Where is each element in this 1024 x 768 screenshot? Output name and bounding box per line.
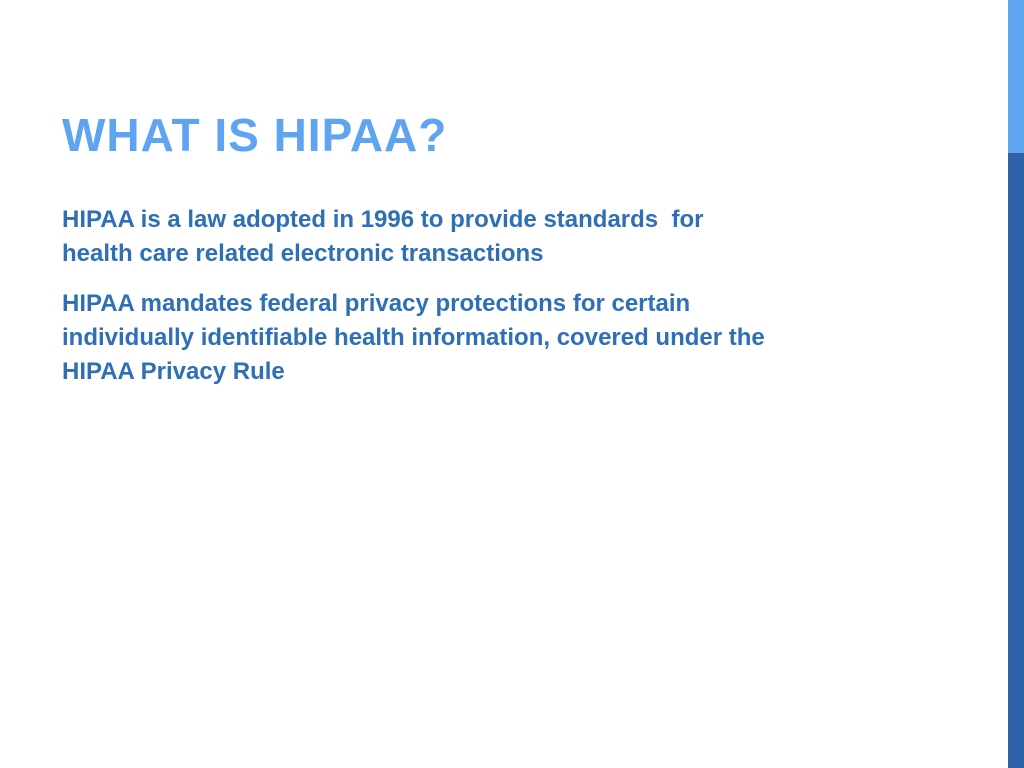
accent-bar-top: [1008, 0, 1024, 153]
paragraph-hipaa-definition: HIPAA is a law adopted in 1996 to provide standards for health care related electronic transactions: [62, 206, 704, 267]
slide-title: WHAT IS HIPAA?: [62, 109, 448, 161]
slide-body: [62, 203, 962, 405]
paragraph-hipaa-mandates: HIPAA mandates federal privacy protections for certain individually identifiable health information, covered under the HIPAA Privacy Rule: [62, 290, 765, 385]
accent-bar-bottom: [1008, 153, 1024, 768]
